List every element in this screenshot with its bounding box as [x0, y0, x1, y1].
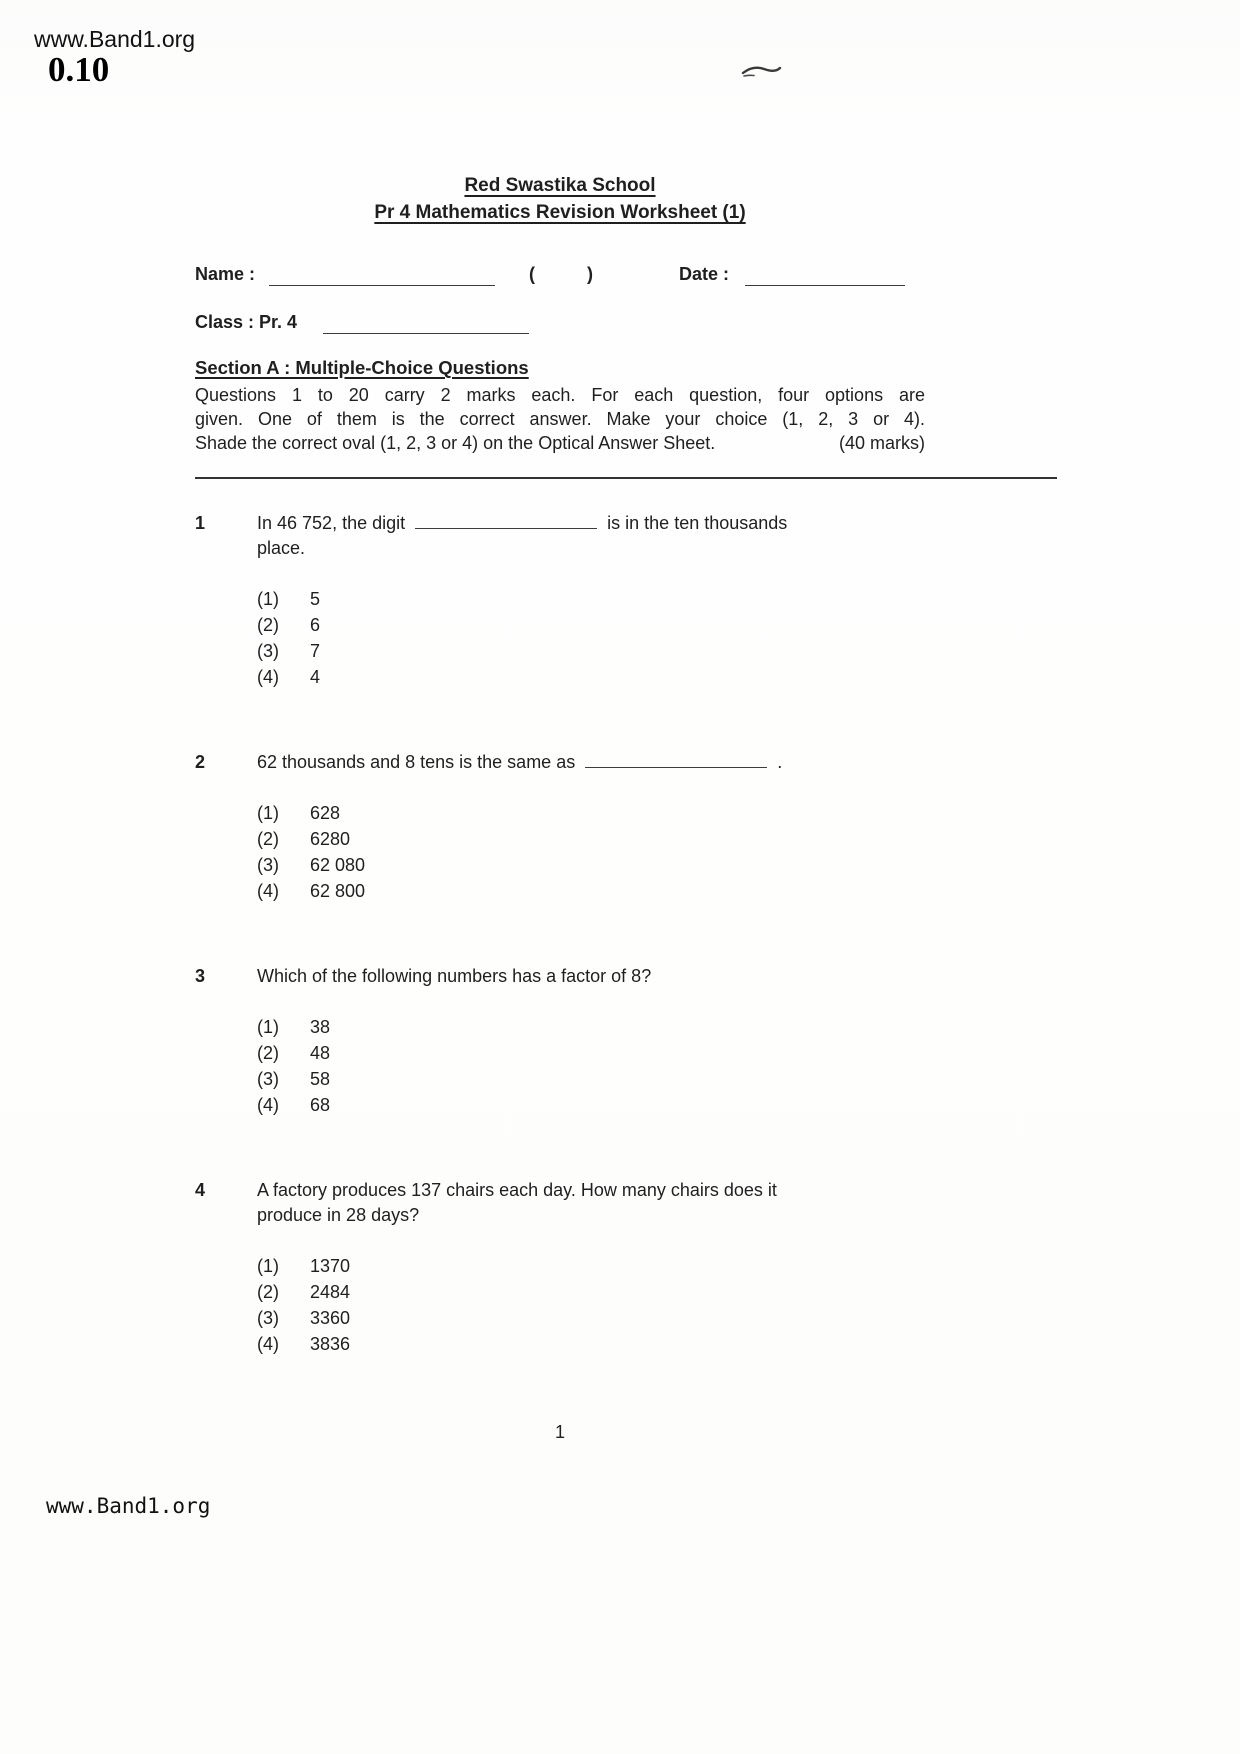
option-value: 48: [310, 1043, 331, 1063]
option-label: (3): [257, 855, 279, 875]
option-value: 5: [310, 589, 321, 609]
options-list: [257, 800, 925, 904]
answer-option: [257, 612, 925, 638]
answer-blank-line: [415, 524, 597, 529]
section-a-instructions: [195, 383, 925, 455]
page-number: 1: [554, 1422, 565, 1442]
answer-option: [257, 1092, 925, 1118]
answer-option: [257, 1253, 925, 1279]
question-text: [257, 1178, 925, 1228]
option-label: (3): [257, 1069, 279, 1089]
option-value: 7: [310, 641, 321, 661]
option-value: 62 080: [310, 855, 366, 875]
option-label: (2): [257, 1043, 279, 1063]
question-text: [257, 511, 925, 561]
question-text-segment: place.: [257, 538, 306, 558]
question-text-segment: Which of the following numbers has a factor of 8?: [257, 966, 652, 986]
option-value: 3360: [310, 1308, 351, 1328]
question-text-segment: is in the ten thousands: [607, 513, 788, 533]
option-value: 1370: [310, 1256, 351, 1276]
option-value: 628: [310, 803, 341, 823]
question-text-segment: In 46 752, the digit: [257, 513, 406, 533]
options-list: [257, 1253, 925, 1357]
answer-option: [257, 1040, 925, 1066]
class-label: Class : Pr. 4: [195, 312, 298, 332]
answer-option: [257, 586, 925, 612]
answer-option: [257, 638, 925, 664]
instruction-line-text: Shade the correct oval (1, 2, 3 or 4) on the Optical Answer Sheet.: [195, 433, 716, 453]
answer-option: [257, 878, 925, 904]
option-value: 38: [310, 1017, 331, 1037]
question-3: [195, 964, 925, 1118]
document-body: [195, 0, 925, 1417]
question-text-segment: 62 thousands and 8 tens is the same as: [257, 752, 576, 772]
option-value: 2484: [310, 1282, 351, 1302]
class-row: [195, 310, 925, 334]
date-label: Date :: [679, 264, 730, 284]
question-4: [195, 1178, 925, 1357]
name-fill-line: [269, 262, 495, 286]
name-date-row: [195, 262, 925, 286]
watermark-bottom: www.Band1.org: [46, 1494, 211, 1518]
question-text: [257, 750, 925, 775]
option-label: (2): [257, 829, 279, 849]
answer-option: [257, 1279, 925, 1305]
instruction-line: [195, 431, 925, 455]
option-label: (3): [257, 641, 279, 661]
answer-option: [257, 826, 925, 852]
answer-option: [257, 1014, 925, 1040]
option-label: (3): [257, 1308, 279, 1328]
answer-option: [257, 852, 925, 878]
worksheet-title: Pr 4 Mathematics Revision Worksheet (1): [374, 202, 746, 223]
option-label: (4): [257, 881, 279, 901]
instruction-line: Questions 1 to 20 carry 2 marks each. For each question, four options are: [195, 385, 925, 405]
class-fill-line: [323, 310, 529, 334]
question-text-segment: A factory produces 137 chairs each day. How many chairs does it: [257, 1180, 777, 1200]
option-value: 62 800: [310, 881, 366, 901]
document-header: [195, 172, 925, 226]
answer-option: [257, 800, 925, 826]
question-2: [195, 750, 925, 904]
option-label: (4): [257, 1095, 279, 1115]
answer-blank-line: [585, 763, 767, 768]
section-a-heading: Section A : Multiple-Choice Questions: [195, 357, 529, 378]
school-name: Red Swastika School: [464, 175, 656, 196]
section-divider: [195, 477, 1057, 479]
page-code: 0.10: [48, 50, 110, 89]
option-label: (1): [257, 803, 279, 823]
name-label: Name :: [195, 264, 256, 284]
option-label: (4): [257, 667, 279, 687]
answer-option: [257, 1331, 925, 1357]
option-value: 58: [310, 1069, 331, 1089]
questions-list: [195, 511, 925, 1357]
options-list: [257, 1014, 925, 1118]
question-1: [195, 511, 925, 690]
index-paren-close: ): [587, 264, 594, 284]
question-number: 3: [195, 966, 206, 986]
question-text: [257, 964, 925, 989]
watermark-top: www.Band1.org: [34, 26, 196, 52]
question-text-segment: .: [777, 752, 783, 772]
option-value: 6: [310, 615, 321, 635]
option-label: (2): [257, 615, 279, 635]
option-value: 3836: [310, 1334, 351, 1354]
option-label: (1): [257, 1017, 279, 1037]
marks-label: (40 marks): [838, 433, 925, 453]
question-number: 2: [195, 752, 206, 772]
answer-option: [257, 664, 925, 690]
option-label: (1): [257, 589, 279, 609]
question-number: 4: [195, 1180, 206, 1200]
option-value: 68: [310, 1095, 331, 1115]
answer-option: [257, 1305, 925, 1331]
option-label: (1): [257, 1256, 279, 1276]
option-label: (4): [257, 1334, 279, 1354]
option-label: (2): [257, 1282, 279, 1302]
answer-option: [257, 1066, 925, 1092]
date-fill-line: [745, 262, 905, 286]
instruction-line: given. One of them is the correct answer. Make your choice (1, 2, 3 or 4).: [195, 409, 925, 429]
option-value: 4: [310, 667, 321, 687]
question-number: 1: [195, 513, 206, 533]
options-list: [257, 586, 925, 690]
index-paren-open: (: [529, 264, 536, 284]
option-value: 6280: [310, 829, 351, 849]
question-text-segment: produce in 28 days?: [257, 1205, 420, 1225]
